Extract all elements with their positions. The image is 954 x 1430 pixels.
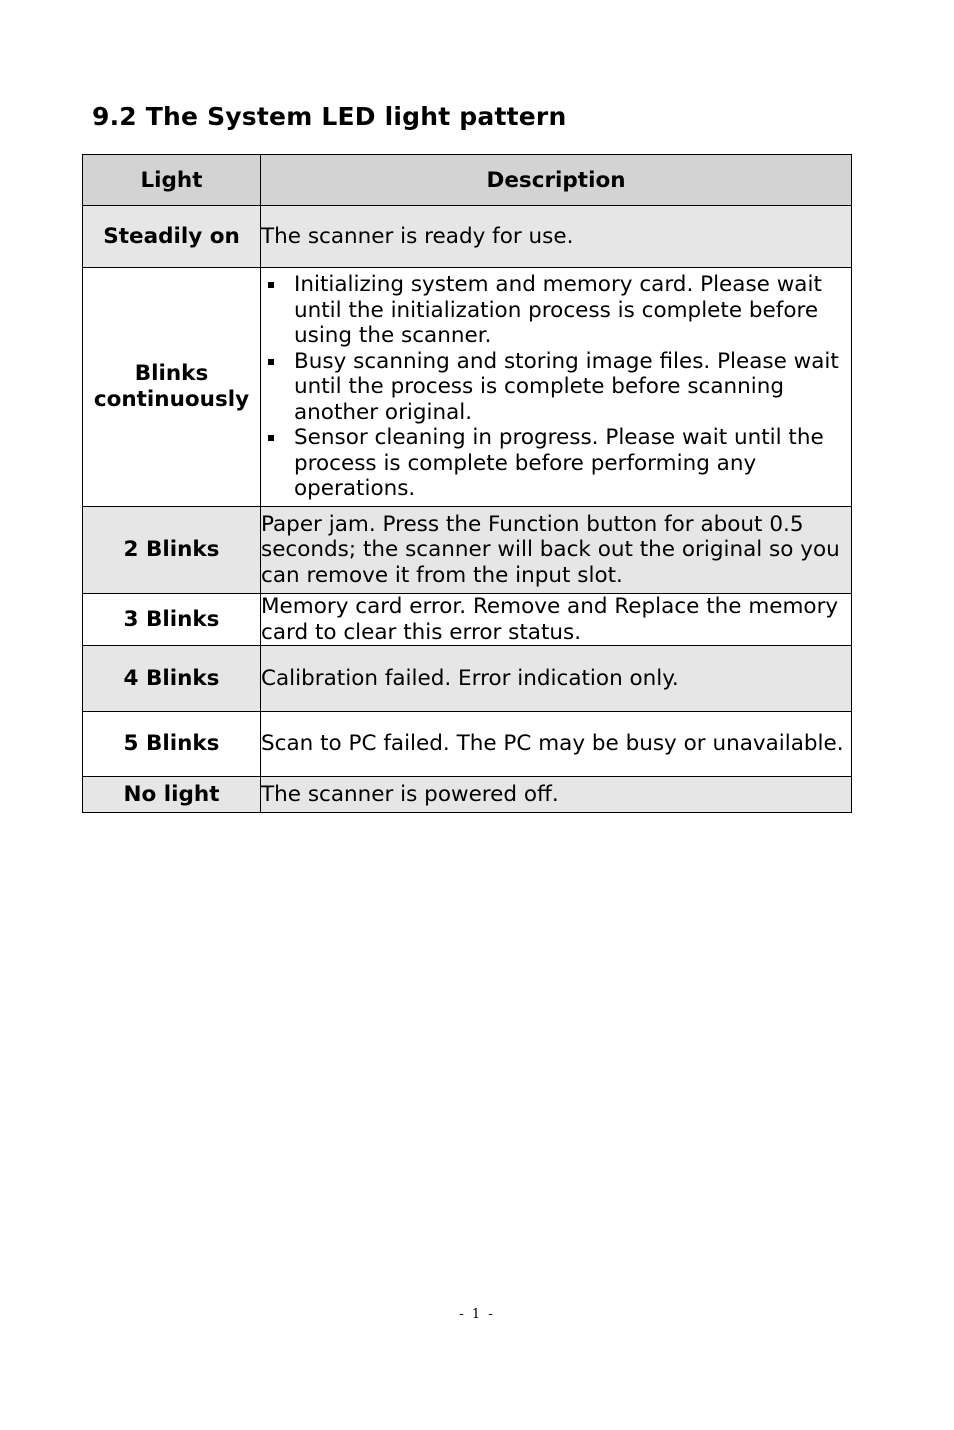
- light-cell: Steadily on: [83, 206, 261, 268]
- light-cell: 3 Blinks: [83, 594, 261, 646]
- light-cell: Blinks continuously: [83, 268, 261, 507]
- table-row: [83, 507, 852, 594]
- list-item-text: Initializing system and memory card. Please wait until the initialization process is complete before using the scanner.: [294, 272, 822, 349]
- led-pattern-table: [82, 154, 852, 813]
- table-row: [83, 206, 852, 268]
- description-cell: The scanner is ready for use.: [261, 206, 852, 268]
- list-item-text: Busy scanning and storing image files. Please wait until the process is complete before scanning another original.: [294, 348, 839, 425]
- header-light: Light: [83, 155, 261, 206]
- bullet-list: [267, 272, 851, 502]
- table-row: [83, 646, 852, 712]
- description-cell: Memory card error. Remove and Replace the memory card to clear this error status.: [261, 594, 852, 646]
- light-cell: 2 Blinks: [83, 507, 261, 594]
- bullet-square-icon: [268, 435, 274, 441]
- light-cell: 4 Blinks: [83, 646, 261, 712]
- description-cell: Paper jam. Press the Function button for about 0.5 seconds; the scanner will back out the original so you can remove it from the input slot.: [261, 507, 852, 594]
- description-cell: Calibration failed. Error indication only.: [261, 646, 852, 712]
- table-header-row: [83, 155, 852, 206]
- description-cell: [261, 268, 852, 507]
- page-number: - 1 -: [459, 1307, 495, 1322]
- list-item: [267, 425, 851, 502]
- section-title: 9.2 The System LED light pattern: [92, 102, 567, 131]
- list-item: [267, 272, 851, 349]
- table-row: [83, 268, 852, 507]
- description-cell: Scan to PC failed. The PC may be busy or unavailable.: [261, 712, 852, 777]
- description-cell: The scanner is powered off.: [261, 777, 852, 813]
- bullet-square-icon: [268, 282, 274, 288]
- light-cell: 5 Blinks: [83, 712, 261, 777]
- table-row: [83, 594, 852, 646]
- table-row: [83, 712, 852, 777]
- header-description: Description: [261, 155, 852, 206]
- table-row: [83, 777, 852, 813]
- light-cell: No light: [83, 777, 261, 813]
- bullet-square-icon: [268, 359, 274, 365]
- list-item: [267, 349, 851, 426]
- list-item-text: Sensor cleaning in progress. Please wait until the process is complete before performing any operations.: [294, 425, 824, 502]
